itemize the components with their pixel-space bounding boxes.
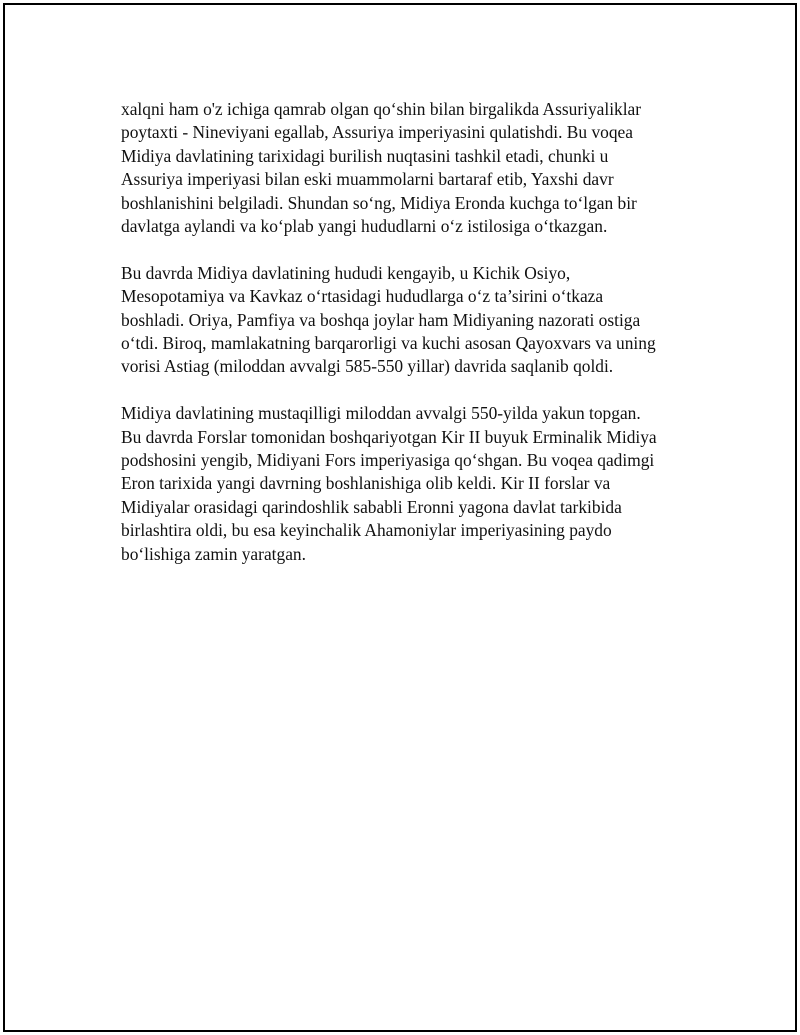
text-line: vorisi Astiag (miloddan avvalgi 585-550 yillar) davrida saqlanib qoldi. (121, 356, 614, 377)
text-line: boshlanishini belgiladi. Shundan so‘ng, Midiya Eronda kuchga to‘lgan bir (121, 192, 637, 213)
text-line: podshosini yengib, Midiyani Fors imperiyasiga qo‘shgan. Bu voqea qadimgi (121, 450, 655, 471)
text-line: o‘tdi. Biroq, mamlakatning barqarorligi va kuchi asosan Qayoxvars va uning (121, 333, 656, 354)
text-line: Assuriya imperiyasi bilan eski muammolarni bartaraf etib, Yaxshi davr (121, 169, 614, 190)
text-line: davlatga aylandi va ko‘plab yangi hududlarni o‘z istilosiga o‘tkazgan. (121, 216, 608, 237)
text-line: birlashtira oldi, bu esa keyinchalik Ahamoniylar imperiyasining paydo (121, 520, 612, 541)
text-line: Midiya davlatining mustaqilligi miloddan avvalgi 550-yilda yakun topgan. (121, 403, 641, 424)
paragraph-2 (121, 262, 701, 379)
text-line: Bu davrda Midiya davlatining hududi kengayib, u Kichik Osiyo, (121, 262, 571, 283)
text-line: boshladi. Oriya, Pamfiya va boshqa joylar ham Midiyaning nazorati ostiga (121, 309, 641, 330)
text-line: xalqni ham o'z ichiga qamrab olgan qo‘shin bilan birgalikda Assuriyaliklar (121, 99, 642, 119)
text-line: Midiyalar orasidagi qarindoshlik sababli Eronni yagona davlat tarkibida (121, 496, 622, 517)
page-frame (3, 3, 797, 1032)
text-line: Mesopotamiya va Kavkaz o‘rtasidagi hududlarga o‘z ta’sirini o‘tkaza (121, 286, 604, 307)
text-line: bo‘lishiga zamin yaratgan. (121, 543, 306, 564)
text-line: Midiya davlatining tarixidagi burilish nuqtasini tashkil etadi, chunki u (121, 145, 609, 166)
paragraph-3 (121, 402, 701, 566)
paragraph-1 (121, 98, 701, 238)
document-body (121, 98, 701, 589)
text-line: Bu davrda Forslar tomonidan boshqariyotgan Kir II buyuk Erminalik Midiya (121, 426, 657, 447)
text-line: poytaxti - Nineviyani egallab, Assuriya imperiyasini qulatishdi. Bu voqea (121, 122, 633, 143)
text-line: Eron tarixida yangi davrning boshlanishiga olib keldi. Kir II forslar va (121, 473, 611, 494)
